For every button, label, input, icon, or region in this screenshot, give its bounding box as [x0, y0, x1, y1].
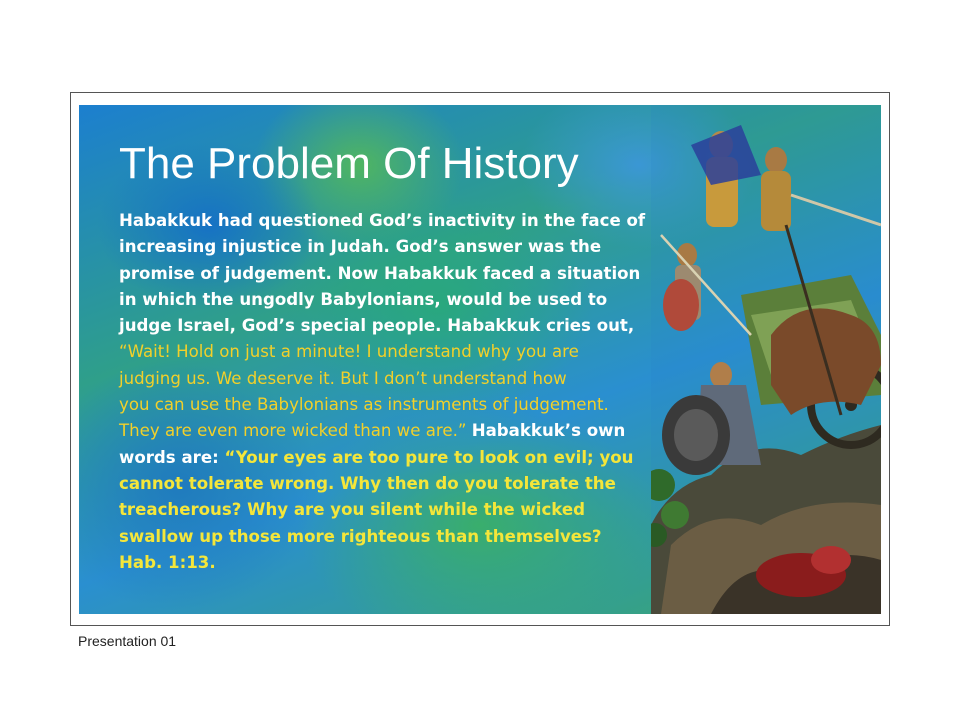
slide-background: [79, 105, 881, 614]
body-text-segment: promise of judgement. Now Habakkuk faced a situation: [119, 263, 641, 283]
body-line: [119, 339, 699, 365]
body-line: [119, 445, 699, 471]
body-line: [119, 287, 699, 313]
body-line: [119, 497, 699, 523]
body-text-segment: cannot tolerate wrong. Why then do you tolerate the: [119, 473, 616, 493]
body-text-segment: Habakkuk had questioned God’s inactivity in the face of: [119, 211, 646, 230]
body-line: [119, 418, 699, 444]
body-line: [119, 471, 699, 497]
body-text-segment: swallow up those more righteous than themselves?: [119, 526, 602, 546]
slide-title: The Problem Of History: [119, 139, 579, 188]
body-text-segment: you can use the Babylonians as instruments of judgement.: [119, 395, 609, 415]
body-text-segment: They are even more wicked than we are.”: [119, 421, 472, 441]
slide-body-text: [119, 208, 699, 576]
body-text-segment: Habakkuk’s own: [471, 421, 626, 441]
slide-frame: [70, 92, 890, 626]
footer-label: Presentation 01: [78, 633, 177, 649]
body-line: [119, 234, 699, 260]
body-text-segment: “Wait! Hold on just a minute! I understand why you are: [119, 342, 579, 362]
body-line: [119, 261, 699, 287]
body-line: [119, 392, 699, 418]
body-text-segment: judging us. We deserve it. But I don’t understand how: [119, 368, 567, 388]
body-line: [119, 366, 699, 392]
body-line: [119, 208, 699, 234]
body-text-segment: “Your eyes are too pure to look on evil; you: [224, 447, 634, 467]
body-text-segment: increasing injustice in Judah. God’s answer was the: [119, 237, 602, 257]
body-text-segment: words are:: [119, 447, 225, 467]
body-line: [119, 313, 699, 339]
body-line: [119, 550, 699, 576]
body-line: [119, 524, 699, 550]
body-text-segment: in which the ungodly Babylonians, would be used to: [119, 289, 608, 309]
body-text-segment: treacherous? Why are you silent while the wicked: [119, 500, 586, 520]
body-text-segment: Hab. 1:13.: [119, 552, 216, 572]
body-text-segment: judge Israel, God’s special people. Habakkuk cries out,: [119, 316, 635, 336]
